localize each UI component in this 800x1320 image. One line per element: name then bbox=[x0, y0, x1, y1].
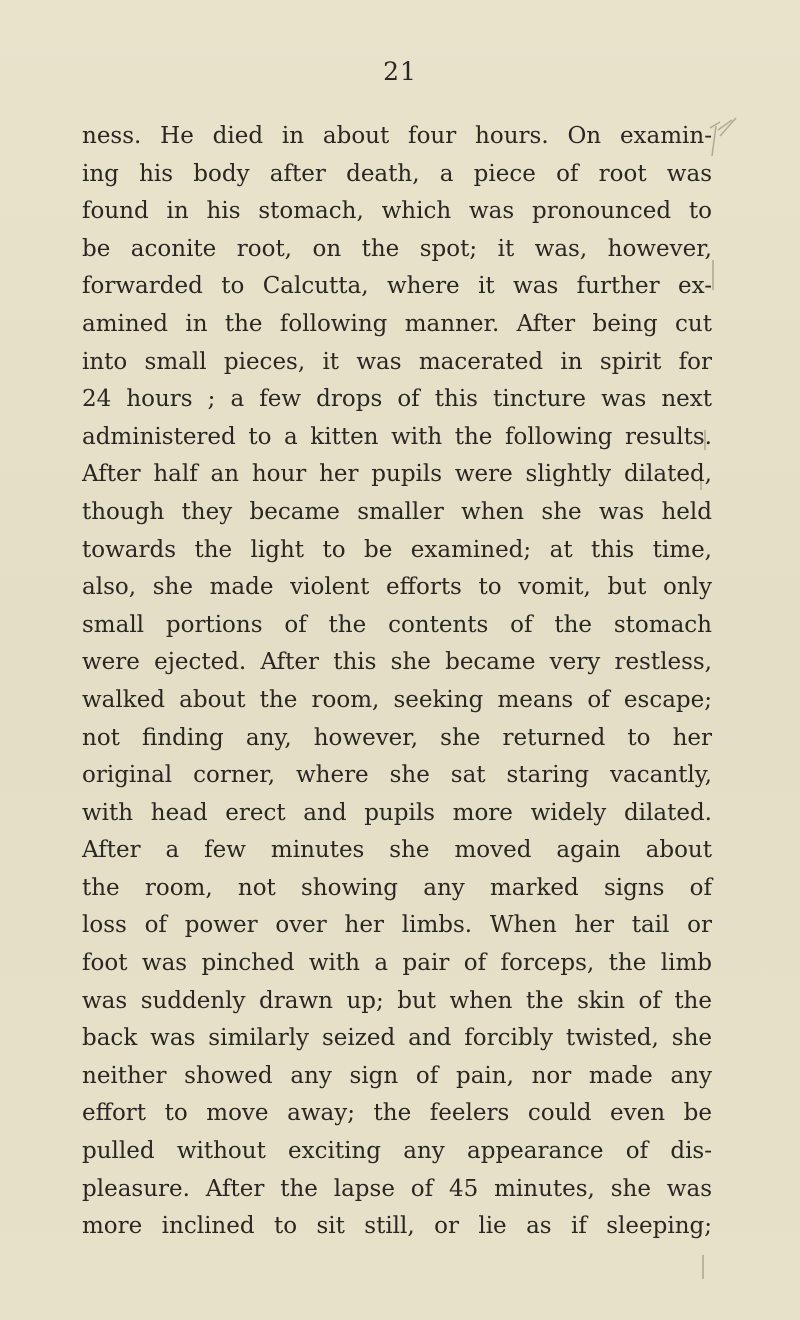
text-line: foot was pinched with a pair of forceps, the limb bbox=[82, 950, 712, 977]
text-line: back was similarly seized and forcibly twisted, she bbox=[82, 1025, 712, 1052]
page-number: 21 bbox=[383, 57, 417, 86]
text-line: pleasure. After the lapse of 45 minutes, she was bbox=[82, 1175, 712, 1202]
text-line: ness. He died in about four hours. On examin- bbox=[82, 123, 712, 149]
text-line: though they became smaller when she was held bbox=[82, 498, 712, 525]
text-line: forwarded to Calcutta, where it was further ex- bbox=[82, 273, 712, 300]
text-line: administered to a kitten with the following results. bbox=[82, 423, 712, 450]
text-line: 24 hours ; a few drops of this tincture was next bbox=[82, 386, 712, 413]
text-line: be aconite root, on the spot; it was, however, bbox=[82, 235, 712, 262]
text-line: original corner, where she sat staring vacantly, bbox=[82, 762, 712, 789]
text-line: amined in the following manner. After being cut bbox=[82, 310, 712, 337]
margin-mark bbox=[702, 1255, 704, 1279]
text-line: the room, not showing any marked signs of bbox=[82, 874, 712, 901]
text-line: small portions of the contents of the stomach bbox=[82, 611, 712, 638]
text-line: walked about the room, seeking means of escape; bbox=[82, 686, 712, 713]
text-line: was suddenly drawn up; but when the skin of the bbox=[82, 987, 712, 1014]
text-line: not finding any, however, she returned to her bbox=[82, 724, 712, 751]
body-text bbox=[82, 118, 712, 1246]
text-line: with head erect and pupils more widely dilated. bbox=[82, 799, 712, 826]
text-line: were ejected. After this she became very restless, bbox=[82, 649, 712, 676]
text-line: loss of power over her limbs. When her tail or bbox=[82, 912, 712, 939]
text-line: into small pieces, it was macerated in spirit for bbox=[82, 348, 712, 375]
text-line: After half an hour her pupils were slightly dilated, bbox=[82, 461, 712, 488]
text-line: more inclined to sit still, or lie as if sleeping; bbox=[82, 1213, 712, 1240]
margin-mark bbox=[712, 260, 714, 290]
text-line: effort to move away; the feelers could even be bbox=[82, 1100, 712, 1127]
text-line: pulled without exciting any appearance of dis- bbox=[82, 1138, 712, 1165]
text-line: found in his stomach, which was pronounced to bbox=[82, 198, 712, 225]
text-line: After a few minutes she moved again about bbox=[82, 837, 712, 864]
text-line: also, she made violent efforts to vomit, but only bbox=[82, 574, 712, 601]
text-line: neither showed any sign of pain, nor made any bbox=[82, 1062, 712, 1089]
text-line: towards the light to be examined; at this time, bbox=[82, 536, 712, 563]
text-line: ing his body after death, a piece of root was bbox=[82, 160, 712, 187]
